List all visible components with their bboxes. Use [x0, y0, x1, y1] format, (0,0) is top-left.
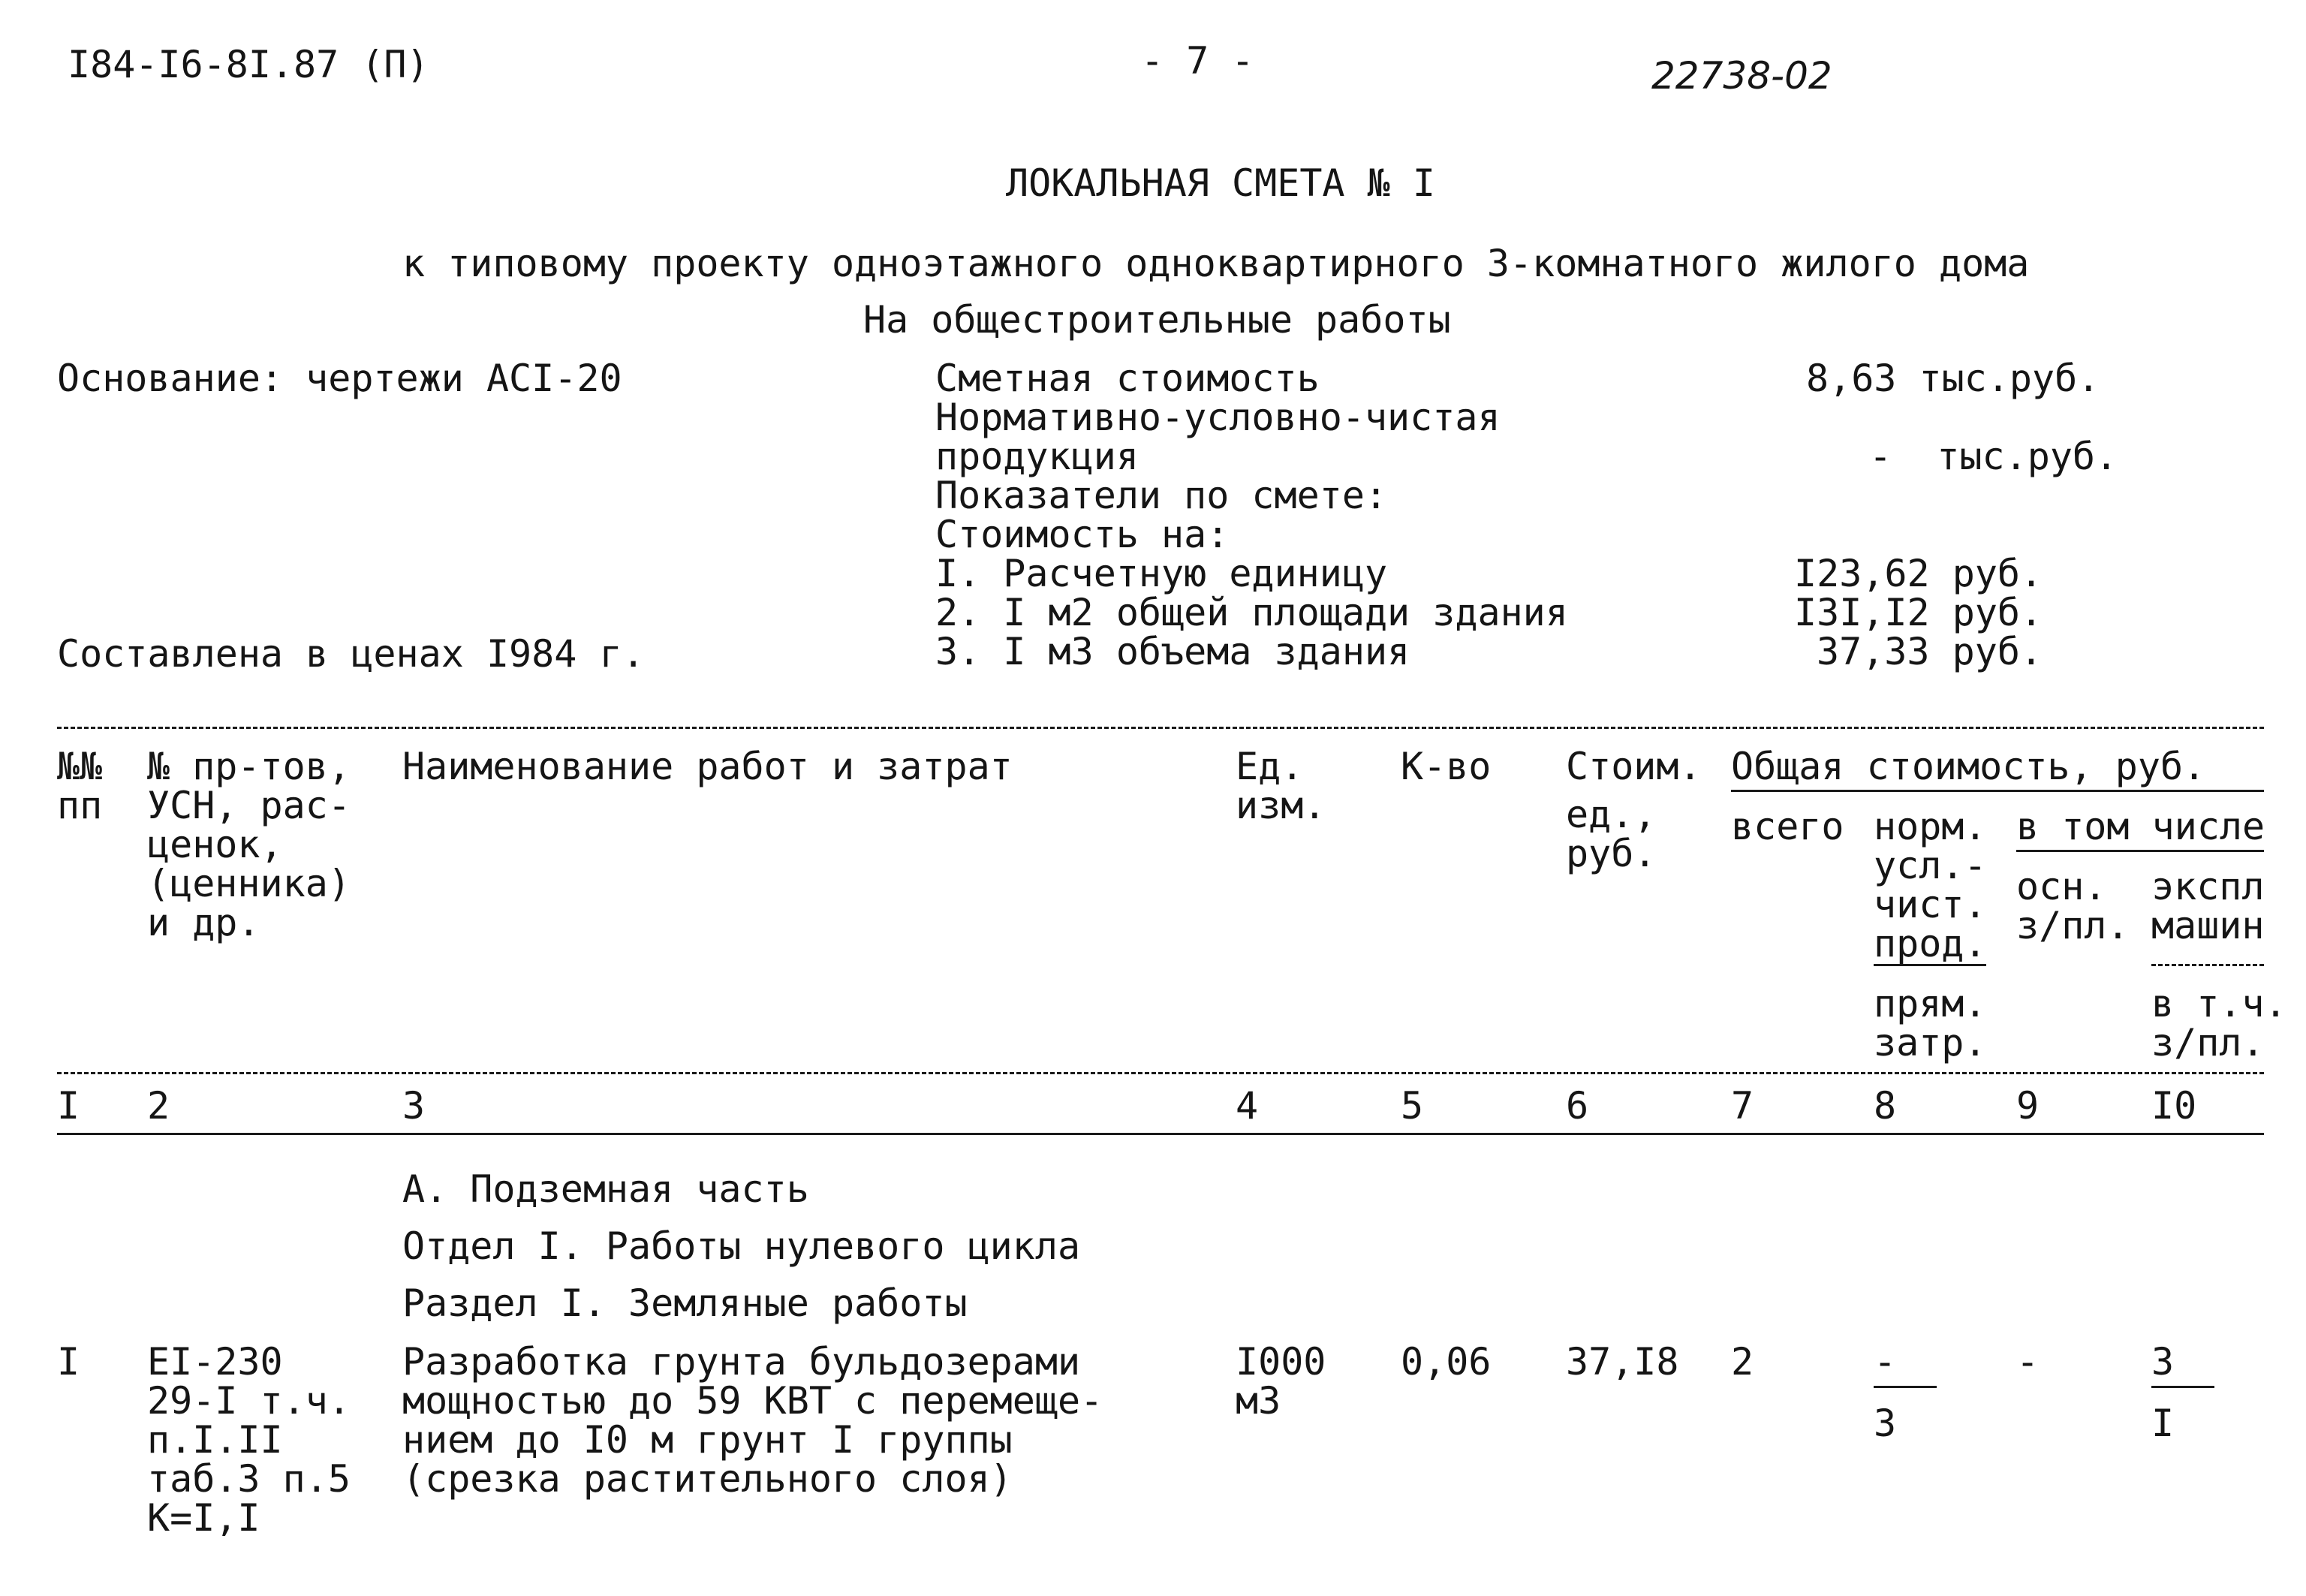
header-col1-b: пп — [57, 784, 103, 827]
colnum-1: I — [57, 1084, 80, 1128]
colnum-3: 3 — [402, 1084, 426, 1128]
colnum-5: 5 — [1401, 1084, 1424, 1128]
header-col9-a: осн. — [2016, 865, 2107, 908]
header-col8-a: норм. — [1874, 805, 1987, 848]
header-col10-d: з/пл. — [2151, 1021, 2265, 1065]
colnum-4: 4 — [1236, 1084, 1259, 1128]
nucp-label-1: Нормативно-условно-чистая — [935, 396, 1501, 439]
row-code-line-2: 29-I т.ч. — [147, 1379, 351, 1423]
header-col7: всего — [1731, 805, 1844, 848]
archive-number: 22738-02 — [1651, 54, 1832, 98]
row-quantity: 0,06 — [1401, 1340, 1492, 1384]
row-col8-fraction-line — [1874, 1386, 1937, 1388]
header-group-total-cost: Общая стоимость, руб. — [1731, 745, 2206, 788]
colnum-bottom-rule — [57, 1133, 2264, 1135]
indicator-value-3: 37,33 руб. — [1817, 630, 2043, 673]
basis-text: Основание: чертежи АСI-20 — [57, 357, 622, 400]
header-col8-underline — [1874, 964, 1986, 966]
colnum-9: 9 — [2016, 1084, 2040, 1128]
header-col8-b: усл.- — [1874, 844, 1987, 887]
indicator-label-3: 3. I м3 объема здания — [935, 630, 1410, 673]
header-col8-d: прод. — [1874, 922, 1987, 965]
header-col10-c: в т.ч. — [2151, 982, 2287, 1025]
row-code-line-1: EI-230 — [147, 1340, 283, 1384]
document-subtitle: к типовому проекту одноэтажного одноквартирного 3-комнатного жилого дома — [402, 242, 2030, 285]
header-col4-b: изм. — [1236, 784, 1326, 827]
indicator-value-2: I3I,I2 руб. — [1794, 591, 2043, 634]
nucp-label-2: продукция — [935, 435, 1139, 478]
header-col8-c: чист. — [1874, 883, 1987, 926]
indicator-label-2: 2. I м2 общей площади здания — [935, 591, 1568, 634]
page-number: - 7 - — [1141, 39, 1254, 83]
header-including: в том числе — [2016, 805, 2265, 848]
section-heading: Раздел I. Земляные работы — [402, 1281, 968, 1325]
row-col10-bottom: I — [2151, 1402, 2175, 1445]
header-group-underline — [1731, 790, 2264, 792]
header-top-rule — [57, 727, 2264, 729]
row-unit-line-2: м3 — [1236, 1379, 1281, 1423]
header-col5: К-во — [1401, 745, 1492, 788]
header-col2-b: УСН, рас- — [147, 784, 351, 827]
row-unit-line-1: I000 — [1236, 1340, 1326, 1384]
header-col9-b: з/пл. — [2016, 904, 2130, 947]
colnum-10: I0 — [2151, 1084, 2197, 1128]
row-total: 2 — [1731, 1340, 1754, 1384]
estimate-cost-label: Сметная стоимость — [935, 357, 1320, 400]
row-number: I — [57, 1340, 80, 1384]
header-col10-b: машин — [2151, 904, 2265, 947]
header-col6-c: руб. — [1566, 832, 1657, 875]
colnum-7: 7 — [1731, 1084, 1754, 1128]
estimate-cost-value: 8,63 тыс.руб. — [1806, 357, 2100, 400]
row-col8-bottom: 3 — [1874, 1402, 1897, 1445]
header-bottom-rule — [57, 1072, 2264, 1074]
colnum-2: 2 — [147, 1084, 170, 1128]
row-code-line-3: п.I.II — [147, 1418, 283, 1462]
document-subtitle-2: На общестроительные работы — [863, 298, 1451, 342]
row-col8-top: - — [1874, 1340, 1897, 1384]
header-col8-f: затр. — [1874, 1021, 1987, 1065]
header-col6-b: ед., — [1566, 793, 1657, 836]
row-unit-cost: 37,I8 — [1566, 1340, 1679, 1384]
indicators-label: Показатели по смете: — [935, 474, 1388, 517]
header-col8-e: прям. — [1874, 982, 1987, 1025]
header-col3: Наименование работ и затрат — [402, 745, 1013, 788]
row-name-line-2: мощностью до 59 КВТ с перемеще- — [402, 1379, 1103, 1423]
document-code: I84-I6-8I.87 (П) — [68, 43, 429, 86]
row-col9: - — [2016, 1340, 2040, 1384]
prices-year-text: Составлена в ценах I984 г. — [57, 632, 645, 676]
row-name-line-4: (срезка растительного слоя) — [402, 1457, 1013, 1501]
row-name-line-1: Разработка грунта бульдозерами — [402, 1340, 1081, 1384]
header-including-underline — [2016, 850, 2264, 852]
header-col2-d: (ценника) — [147, 862, 351, 905]
row-col10-top: 3 — [2151, 1340, 2175, 1384]
header-col2-a: № пр-тов, — [147, 745, 351, 788]
nucp-value: - тыс.руб. — [1869, 435, 2118, 478]
colnum-8: 8 — [1874, 1084, 1897, 1128]
header-col2-c: ценок, — [147, 823, 283, 866]
header-col10-divider — [2151, 964, 2264, 966]
header-col4-a: Ед. — [1236, 745, 1304, 788]
row-name-line-3: нием до I0 м грунт I группы — [402, 1418, 1013, 1462]
row-col10-fraction-line — [2151, 1386, 2214, 1388]
colnum-6: 6 — [1566, 1084, 1589, 1128]
cost-on-label: Стоимость на: — [935, 513, 1230, 556]
document-title: ЛОКАЛЬНАЯ СМЕТА № I — [1006, 161, 1435, 205]
header-col6-a: Стоим. — [1566, 745, 1702, 788]
row-code-line-4: таб.3 п.5 — [147, 1457, 351, 1501]
header-col1-a: №№ — [57, 745, 103, 788]
indicator-value-1: I23,62 руб. — [1794, 552, 2043, 595]
header-col2-e: и др. — [147, 901, 260, 944]
row-code-line-5: К=I,I — [147, 1496, 260, 1540]
section-part: А. Подземная часть — [402, 1167, 809, 1211]
section-department: Отдел I. Работы нулевого цикла — [402, 1224, 1081, 1268]
indicator-label-1: I. Расчетную единицу — [935, 552, 1388, 595]
header-col10-a: экспл — [2151, 865, 2265, 908]
